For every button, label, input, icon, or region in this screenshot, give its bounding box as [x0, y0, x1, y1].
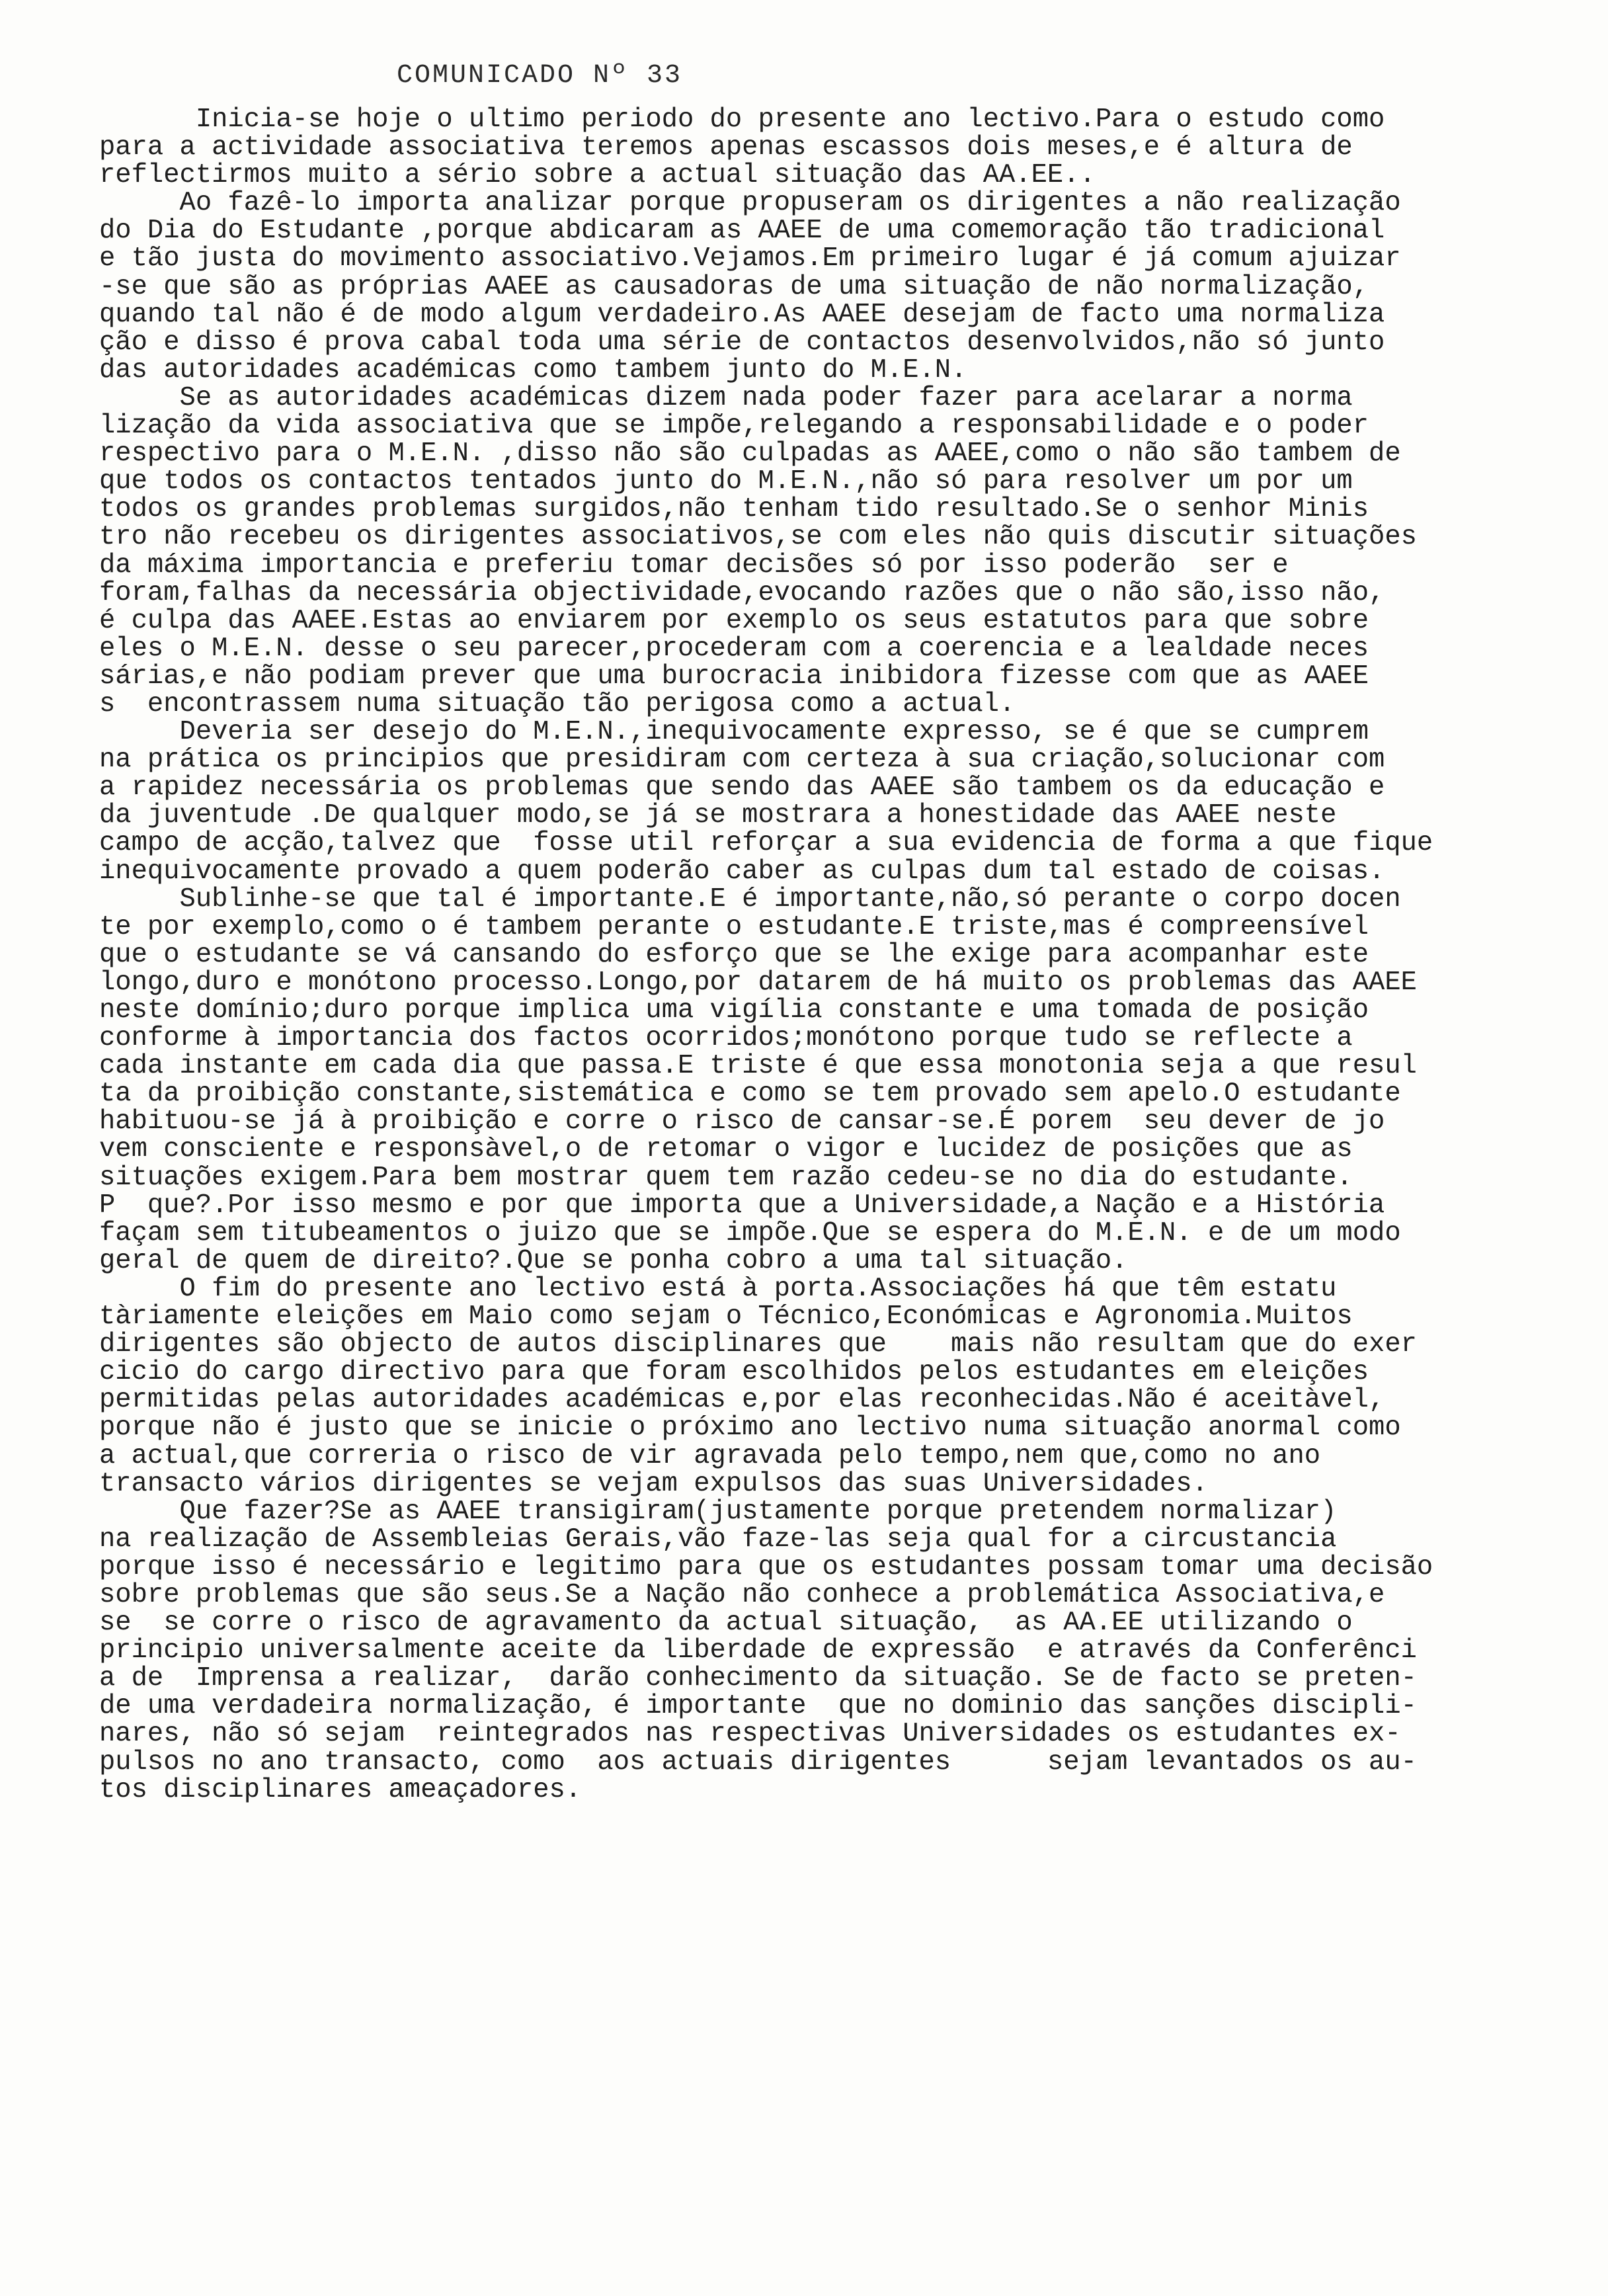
text-line: na realização de Assembleias Gerais,vão faze-las seja qual for a circustancia: [99, 1524, 1337, 1555]
text-line: lização da vida associativa que se impõe,relegando a responsabilidade e o poder: [99, 411, 1369, 442]
text-line: foram,falhas da necessária objectividade,evocando razões que o não são,isso não,: [99, 577, 1385, 608]
text-line: na prática os principios que presidiram com certeza à sua criação,solucionar com: [99, 745, 1385, 776]
text-line: e tão justa do movimento associativo.Vejamos.Em primeiro lugar é já comum ajuizar: [99, 243, 1401, 274]
text-line: respectivo para o M.E.N. ,disso não são culpadas as AAEE,como o não são tambem de: [99, 438, 1401, 470]
text-line: tro não recebeu os dirigentes associativos,se com eles não quis discutir situações: [99, 522, 1417, 553]
text-line: situações exigem.Para bem mostrar quem tem razão cedeu-se no dia do estudante.: [99, 1162, 1353, 1193]
text-line: se se corre o risco de agravamento da actual situação, as AA.EE utilizando o: [99, 1608, 1353, 1639]
text-line: da juventude .De qualquer modo,se já se mostrara a honestidade das AAEE neste: [99, 800, 1337, 831]
text-line: principio universalmente aceite da liberdade de expressão e através da Conferênci: [99, 1635, 1417, 1666]
document-body: [99, 106, 1501, 1804]
text-line: quando tal não é de modo algum verdadeiro.As AAEE desejam de facto uma normaliza: [99, 299, 1385, 330]
text-line: do Dia do Estudante ,porque abdicaram as AAEE de uma comemoração tão tradicional: [99, 216, 1385, 247]
text-line: a actual,que correria o risco de vir agravada pelo tempo,nem que,como no ano: [99, 1440, 1321, 1471]
text-line: é culpa das AAEE.Estas ao enviarem por exemplo os seus estatutos para que sobre: [99, 605, 1369, 636]
text-line: façam sem titubeamentos o juizo que se impõe.Que se espera do M.E.N. e de um modo: [99, 1217, 1401, 1249]
text-line: todos os grandes problemas surgidos,não tenham tido resultado.Se o senhor Minis: [99, 494, 1369, 525]
text-line: a de Imprensa a realizar, darão conhecimento da situação. Se de facto se preten-: [99, 1663, 1417, 1694]
text-line: da máxima importancia e preferiu tomar decisões só por isso poderão ser e: [99, 550, 1289, 581]
text-line: vem consciente e responsàvel,o de retomar o vigor e lucidez de posições que as: [99, 1134, 1353, 1165]
text-line: tos disciplinares ameaçadores.: [99, 1774, 582, 1805]
text-line: ta da proibição constante,sistemática e como se tem provado sem apelo.O estudante: [99, 1079, 1401, 1110]
text-line: O fim do presente ano lectivo está à porta.Associações há que têm estatu: [99, 1273, 1337, 1304]
text-line: transacto vários dirigentes se vejam expulsos das suas Universidades.: [99, 1468, 1208, 1499]
text-line: que todos os contactos tentados junto do M.E.N.,não só para resolver um por um: [99, 466, 1353, 497]
text-line: pulsos no ano transacto, como aos actuais dirigentes sejam levantados os au-: [99, 1746, 1417, 1778]
text-line: cada instante em cada dia que passa.E triste é que essa monotonia seja a que resul: [99, 1051, 1417, 1082]
text-line: Deveria ser desejo do M.E.N.,inequivocamente expresso, se é que se cumprem: [99, 717, 1369, 748]
text-line: de uma verdadeira normalização, é importante que no dominio das sanções discipli-: [99, 1691, 1417, 1722]
text-line: das autoridades académicas como tambem junto do M.E.N.: [99, 354, 967, 386]
text-line: tàriamente eleições em Maio como sejam o Técnico,Económicas e Agronomia.Muitos: [99, 1301, 1353, 1332]
text-line: eles o M.E.N. desse o seu parecer,procederam com a coerencia e a lealdade neces: [99, 633, 1369, 664]
text-line: permitidas pelas autoridades académicas e,por elas reconhecidas.Não é aceitàvel,: [99, 1385, 1385, 1416]
text-line: s encontrassem numa situação tão perigosa como a actual.: [99, 688, 1016, 719]
text-line: Se as autoridades académicas dizem nada poder fazer para acelarar a norma: [99, 382, 1353, 413]
text-line: para a actividade associativa teremos apenas escassos dois meses,e é altura de: [99, 132, 1353, 163]
text-line: geral de quem de direito?.Que se ponha cobro a uma tal situação.: [99, 1245, 1128, 1276]
text-line: inequivocamente provado a quem poderão caber as culpas dum tal estado de coisas.: [99, 856, 1385, 887]
text-line: Ao fazê-lo importa analizar porque propuseram os dirigentes a não realização: [99, 188, 1401, 219]
text-line: dirigentes são objecto de autos disciplinares que mais não resultam que do exer: [99, 1329, 1417, 1360]
text-line: habituou-se já à proibição e corre o risco de cansar-se.É porem seu dever de jo: [99, 1106, 1385, 1137]
text-line: cicio do cargo directivo para que foram escolhidos pelos estudantes em eleições: [99, 1357, 1369, 1388]
text-line: Inicia-se hoje o ultimo periodo do presente ano lectivo.Para o estudo como: [99, 104, 1385, 135]
text-line: longo,duro e monótono processo.Longo,por datarem de há muito os problemas das AAEE: [99, 967, 1417, 998]
text-line: P que?.Por isso mesmo e por que importa que a Universidade,a Nação e a História: [99, 1190, 1385, 1221]
text-line: -se que são as próprias AAEE as causadoras de uma situação de não normalização,: [99, 271, 1369, 302]
text-line: sárias,e não podiam prever que uma burocracia inibidora fizesse com que as AAEE: [99, 661, 1369, 692]
text-line: neste domínio;duro porque implica uma vigília constante e uma tomada de posição: [99, 995, 1369, 1026]
text-line: sobre problemas que são seus.Se a Nação não conhece a problemática Associativa,e: [99, 1579, 1385, 1610]
text-line: te por exemplo,como o é tambem perante o estudante.E triste,mas é compreensível: [99, 911, 1369, 942]
text-line: campo de acção,talvez que fosse util reforçar a sua evidencia de forma a que fique: [99, 828, 1433, 859]
document-title: COMUNICADO Nº 33: [397, 61, 683, 91]
text-line: Sublinhe-se que tal é importante.E é importante,não,só perante o corpo docen: [99, 883, 1401, 915]
text-line: porque isso é necessário e legitimo para que os estudantes possam tomar uma decisão: [99, 1551, 1433, 1582]
text-line: reflectirmos muito a sério sobre a actual situação das AA.EE..: [99, 160, 1096, 191]
text-line: Que fazer?Se as AAEE transigiram(justamente porque pretendem normalizar): [99, 1496, 1337, 1527]
text-line: nares, não só sejam reintegrados nas respectivas Universidades os estudantes ex-: [99, 1719, 1401, 1750]
text-line: porque não é justo que se inicie o próximo ano lectivo numa situação anormal como: [99, 1413, 1401, 1444]
text-line: conforme à importancia dos factos ocorridos;monótono porque tudo se reflecte a: [99, 1023, 1353, 1054]
text-line: a rapidez necessária os problemas que sendo das AAEE são tambem os da educação e: [99, 772, 1385, 803]
text-line: ção e disso é prova cabal toda uma série de contactos desenvolvidos,não só junto: [99, 327, 1385, 358]
text-line: que o estudante se vá cansando do esforço que se lhe exige para acompanhar este: [99, 939, 1369, 970]
